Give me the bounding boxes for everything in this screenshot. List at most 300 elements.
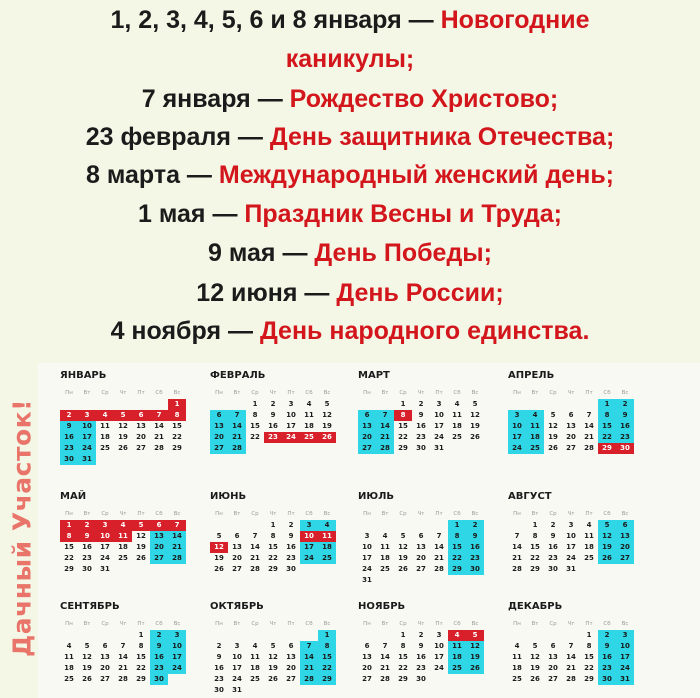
month-grid [60,388,186,465]
day-cell: 30 [598,674,616,685]
day-cell: 14 [512,543,522,551]
holiday-dash: — [205,200,245,228]
month-calendar [210,369,336,454]
day-cell: 11 [526,421,544,432]
day-cell: 13 [616,531,634,542]
day-cell: 19 [118,433,128,441]
day-cell: 7 [252,532,258,540]
day-cell: 11 [584,532,594,540]
weekday-label: Пт [137,390,145,396]
day-cell: 20 [548,664,558,672]
weekday-label: Пн [363,511,371,517]
month-calendar [358,490,484,586]
weekday-label: Вс [621,390,629,396]
day-cell: 29 [598,443,616,454]
day-cell: 16 [598,652,616,663]
day-cell: 22 [530,554,540,562]
day-cell: 25 [318,553,336,564]
day-cell: 25 [512,675,522,683]
day-cell: 12 [268,653,278,661]
empty-cell [210,520,228,531]
weekday-label: Чт [417,621,425,627]
day-cell: 4 [514,642,520,650]
day-cell: 19 [466,652,484,663]
day-cell: 26 [548,444,558,452]
day-cell: 15 [136,653,146,661]
day-cell: 3 [436,631,442,639]
weekday-label: Ср [399,511,407,517]
day-cell: 25 [300,432,318,443]
holiday-line [0,84,700,114]
day-cell: 26 [318,432,336,443]
day-cell: 2 [418,631,424,639]
weekday-label: Вт [233,511,241,517]
day-cell: 14 [154,422,164,430]
day-cell: 17 [100,543,110,551]
day-cell: 4 [586,521,592,529]
day-cell: 21 [168,542,186,553]
day-cell: 19 [398,554,408,562]
weekday-label: Пн [65,621,73,627]
day-cell: 1 [270,521,276,529]
month-calendar [60,600,186,685]
day-cell: 18 [100,433,110,441]
day-cell: 19 [214,554,224,562]
holiday-name: День защитника Отечества; [269,123,615,151]
weekday-label: Вт [531,390,539,396]
day-cell: 25 [100,444,110,452]
day-cell: 25 [584,554,594,562]
month-name: АПРЕЛЬ [508,370,555,381]
weekday-label: Вт [531,621,539,627]
month-grid [508,388,634,454]
day-cell: 25 [64,675,74,683]
holiday-date: 12 июня [196,279,298,307]
day-cell: 18 [526,432,544,443]
day-cell: 14 [300,652,318,663]
day-cell: 1 [400,631,406,639]
day-cell: 20 [566,433,576,441]
weekday-label: Ср [549,390,557,396]
weekday-label: Вс [621,621,629,627]
month-grid [60,509,186,575]
empty-cell [228,520,246,531]
day-cell: 14 [168,531,186,542]
weekday-label: Пн [513,390,521,396]
empty-cell [78,630,96,641]
day-cell: 1 [318,630,336,641]
day-cell: 4 [252,642,258,650]
empty-cell [544,630,562,641]
weekday-label: Пт [287,621,295,627]
month-grid [358,619,484,685]
day-cell: 23 [616,432,634,443]
weekday-label: Вс [471,621,479,627]
day-cell: 18 [448,652,466,663]
weekday-label: Вс [323,511,331,517]
weekday-label: Чт [119,511,127,517]
day-cell: 10 [96,531,114,542]
holiday-dash: — [179,161,219,189]
day-cell: 17 [616,652,634,663]
weekday-label: Вс [323,621,331,627]
day-cell: 5 [532,642,538,650]
holiday-dash: — [275,239,315,267]
holiday-date: 23 февраля [85,123,231,151]
month-calendar [210,490,336,575]
day-cell: 22 [136,664,146,672]
watermark [0,360,45,698]
day-cell: 8 [394,410,412,421]
day-cell: 6 [132,410,150,421]
holiday-name: Международный женский день; [218,161,615,189]
holiday-dash: — [230,123,270,151]
day-cell: 21 [118,664,128,672]
weekday-label: Вс [323,390,331,396]
day-cell: 14 [250,543,260,551]
day-cell: 6 [358,410,376,421]
holiday-line [0,122,700,152]
day-cell: 2 [466,520,484,531]
weekday-label: Сб [305,621,313,627]
holiday-name: каникулы; [285,45,415,73]
day-cell: 18 [512,664,522,672]
day-cell: 31 [232,686,242,694]
day-cell: 7 [436,532,442,540]
empty-cell [300,630,318,641]
empty-cell [544,399,562,410]
day-cell: 23 [466,553,484,564]
day-cell: 19 [530,664,540,672]
empty-cell [114,630,132,641]
day-cell: 15 [398,653,408,661]
month-grid [508,509,634,575]
holiday-line [0,199,700,229]
day-cell: 6 [568,411,574,419]
day-cell: 6 [616,520,634,531]
day-cell: 20 [616,542,634,553]
day-cell: 6 [102,642,108,650]
empty-cell [430,520,448,531]
day-cell: 15 [64,543,74,551]
day-cell: 23 [60,443,78,454]
day-cell: 27 [210,443,228,454]
day-cell: 29 [398,444,408,452]
day-cell: 18 [318,542,336,553]
day-cell: 12 [548,422,558,430]
day-cell: 21 [566,664,576,672]
weekday-label: Пт [435,621,443,627]
holiday-name: Новогодние [440,6,590,34]
month-grid [210,619,336,696]
day-cell: 9 [60,421,78,432]
weekday-label: Сб [603,511,611,517]
holiday-date: 1 мая [138,200,206,228]
day-cell: 8 [60,531,78,542]
day-cell: 26 [530,675,540,683]
day-cell: 26 [466,663,484,674]
day-cell: 6 [210,410,228,421]
weekday-label: Чт [567,511,575,517]
day-cell: 14 [584,422,594,430]
day-cell: 27 [362,675,372,683]
day-cell: 12 [82,653,92,661]
day-cell: 13 [416,543,426,551]
day-cell: 26 [136,554,146,562]
day-cell: 26 [470,433,480,441]
month-name: ОКТЯБРЬ [210,601,264,612]
day-cell: 8 [400,642,406,650]
holiday-line [0,160,700,190]
empty-cell [358,520,376,531]
day-cell: 23 [416,433,426,441]
empty-cell [526,399,544,410]
day-cell: 24 [566,554,576,562]
day-cell: 2 [288,521,294,529]
day-cell: 28 [168,553,186,564]
day-cell: 4 [114,520,132,531]
day-cell: 15 [172,422,182,430]
day-cell: 15 [398,422,408,430]
day-cell: 10 [434,411,444,419]
day-cell: 8 [270,532,276,540]
day-cell: 18 [584,543,594,551]
month-grid [210,388,336,454]
holiday-date: 9 мая [208,239,276,267]
day-cell: 31 [434,444,444,452]
day-cell: 24 [434,664,444,672]
day-cell: 9 [550,532,556,540]
day-cell: 17 [566,543,576,551]
weekday-label: Вт [83,511,91,517]
day-cell: 8 [318,641,336,652]
holiday-name: День Победы; [314,239,492,267]
day-cell: 1 [168,399,186,410]
day-cell: 7 [382,642,388,650]
month-grid [210,509,336,575]
day-cell: 23 [548,554,558,562]
empty-cell [412,520,430,531]
day-cell: 18 [250,664,260,672]
day-cell: 13 [210,421,228,432]
empty-cell [246,630,264,641]
weekday-label: Пт [287,390,295,396]
weekday-label: Сб [305,511,313,517]
month-name: ДЕКАБРЬ [508,601,563,612]
day-cell: 9 [216,653,222,661]
day-cell: 13 [232,543,242,551]
day-cell: 22 [172,433,182,441]
day-cell: 2 [60,410,78,421]
day-cell: 9 [288,532,294,540]
weekday-label: Вт [381,511,389,517]
day-cell: 3 [508,410,526,421]
day-cell: 30 [416,675,426,683]
day-cell: 18 [304,422,314,430]
day-cell: 10 [300,531,318,542]
day-cell: 2 [418,400,424,408]
day-cell: 18 [452,422,462,430]
day-cell: 30 [82,565,92,573]
day-cell: 10 [362,543,372,551]
holiday-line [0,5,700,35]
day-cell: 16 [82,543,92,551]
day-cell: 16 [286,543,296,551]
month-name: НОЯБРЬ [358,601,406,612]
day-cell: 2 [216,642,222,650]
weekday-label: Чт [567,390,575,396]
day-cell: 29 [268,565,278,573]
day-cell: 16 [616,421,634,432]
day-cell: 1 [586,631,592,639]
day-cell: 14 [566,653,576,661]
day-cell: 20 [358,432,376,443]
day-cell: 9 [616,410,634,421]
holiday-name: Рождество Христово; [289,85,559,113]
day-cell: 24 [100,554,110,562]
holiday-date: 8 марта [85,161,180,189]
day-cell: 1 [400,400,406,408]
day-cell: 25 [526,443,544,454]
day-cell: 20 [210,432,228,443]
day-cell: 8 [448,531,466,542]
day-cell: 24 [168,663,186,674]
weekday-label: Ср [101,511,109,517]
empty-cell [246,520,264,531]
day-cell: 28 [300,674,318,685]
day-cell: 9 [598,641,616,652]
day-cell: 24 [78,443,96,454]
day-cell: 5 [466,630,484,641]
day-cell: 4 [448,630,466,641]
day-cell: 27 [358,443,376,454]
weekday-label: Вт [531,511,539,517]
day-cell: 29 [530,565,540,573]
day-cell: 12 [210,542,228,553]
day-cell: 1 [448,520,466,531]
weekday-label: Вс [471,390,479,396]
day-cell: 26 [118,444,128,452]
day-cell: 2 [550,521,556,529]
day-cell: 29 [448,564,466,575]
weekday-label: Пн [363,390,371,396]
day-cell: 9 [466,531,484,542]
month-calendar [210,600,336,696]
day-cell: 14 [380,653,390,661]
day-cell: 9 [78,531,96,542]
weekday-label: Пт [287,511,295,517]
day-cell: 13 [358,421,376,432]
day-cell: 6 [364,642,370,650]
month-name: ФЕВРАЛЬ [210,370,266,381]
day-cell: 30 [416,444,426,452]
weekday-label: Вт [233,390,241,396]
day-cell: 13 [100,653,110,661]
day-cell: 22 [598,432,616,443]
weekday-label: Чт [269,621,277,627]
holiday-line [0,44,700,74]
empty-cell [132,399,150,410]
day-cell: 29 [584,675,594,683]
day-cell: 31 [616,674,634,685]
day-cell: 24 [300,553,318,564]
holiday-dash: — [250,85,290,113]
day-cell: 17 [168,652,186,663]
day-cell: 30 [150,674,168,685]
day-cell: 1 [60,520,78,531]
day-cell: 7 [150,410,168,421]
weekday-label: Чт [269,511,277,517]
day-cell: 24 [362,565,372,573]
day-cell: 9 [418,642,424,650]
day-cell: 19 [548,433,558,441]
month-calendar [358,369,484,454]
day-cell: 18 [380,554,390,562]
day-cell: 2 [270,400,276,408]
day-cell: 21 [300,663,318,674]
day-cell: 28 [376,443,394,454]
empty-cell [210,630,228,641]
day-cell: 24 [434,433,444,441]
empty-cell [114,399,132,410]
empty-cell [376,399,394,410]
empty-cell [96,630,114,641]
weekday-label: Ср [399,390,407,396]
day-cell: 20 [362,664,372,672]
weekday-label: Сб [603,390,611,396]
day-cell: 9 [418,411,424,419]
weekday-label: Ср [101,621,109,627]
day-cell: 10 [232,653,242,661]
day-cell: 27 [566,444,576,452]
day-cell: 15 [250,422,260,430]
day-cell: 25 [380,565,390,573]
month-calendar [508,369,634,454]
weekday-label: Пн [65,511,73,517]
day-cell: 12 [398,543,408,551]
day-cell: 10 [566,532,576,540]
weekday-label: Пт [435,511,443,517]
weekday-label: Сб [155,390,163,396]
day-cell: 27 [286,675,296,683]
empty-cell [228,630,246,641]
month-grid [508,619,634,685]
holiday-name: Праздник Весны и Труда; [244,200,562,228]
day-cell: 6 [288,642,294,650]
day-cell: 7 [120,642,126,650]
day-cell: 19 [322,422,332,430]
weekday-label: Вс [621,511,629,517]
day-cell: 4 [382,532,388,540]
month-calendar [358,600,484,685]
day-cell: 23 [150,663,168,674]
day-cell: 24 [616,663,634,674]
day-cell: 13 [150,531,168,542]
day-cell: 21 [228,432,246,443]
empty-cell [60,630,78,641]
day-cell: 25 [118,554,128,562]
weekday-label: Пт [435,390,443,396]
weekday-label: Вс [173,390,181,396]
day-cell: 23 [82,554,92,562]
day-cell: 6 [234,532,240,540]
day-cell: 21 [380,664,390,672]
weekday-label: Пт [585,390,593,396]
empty-cell [508,630,526,641]
empty-cell [580,399,598,410]
day-cell: 3 [364,532,370,540]
day-cell: 29 [398,675,408,683]
